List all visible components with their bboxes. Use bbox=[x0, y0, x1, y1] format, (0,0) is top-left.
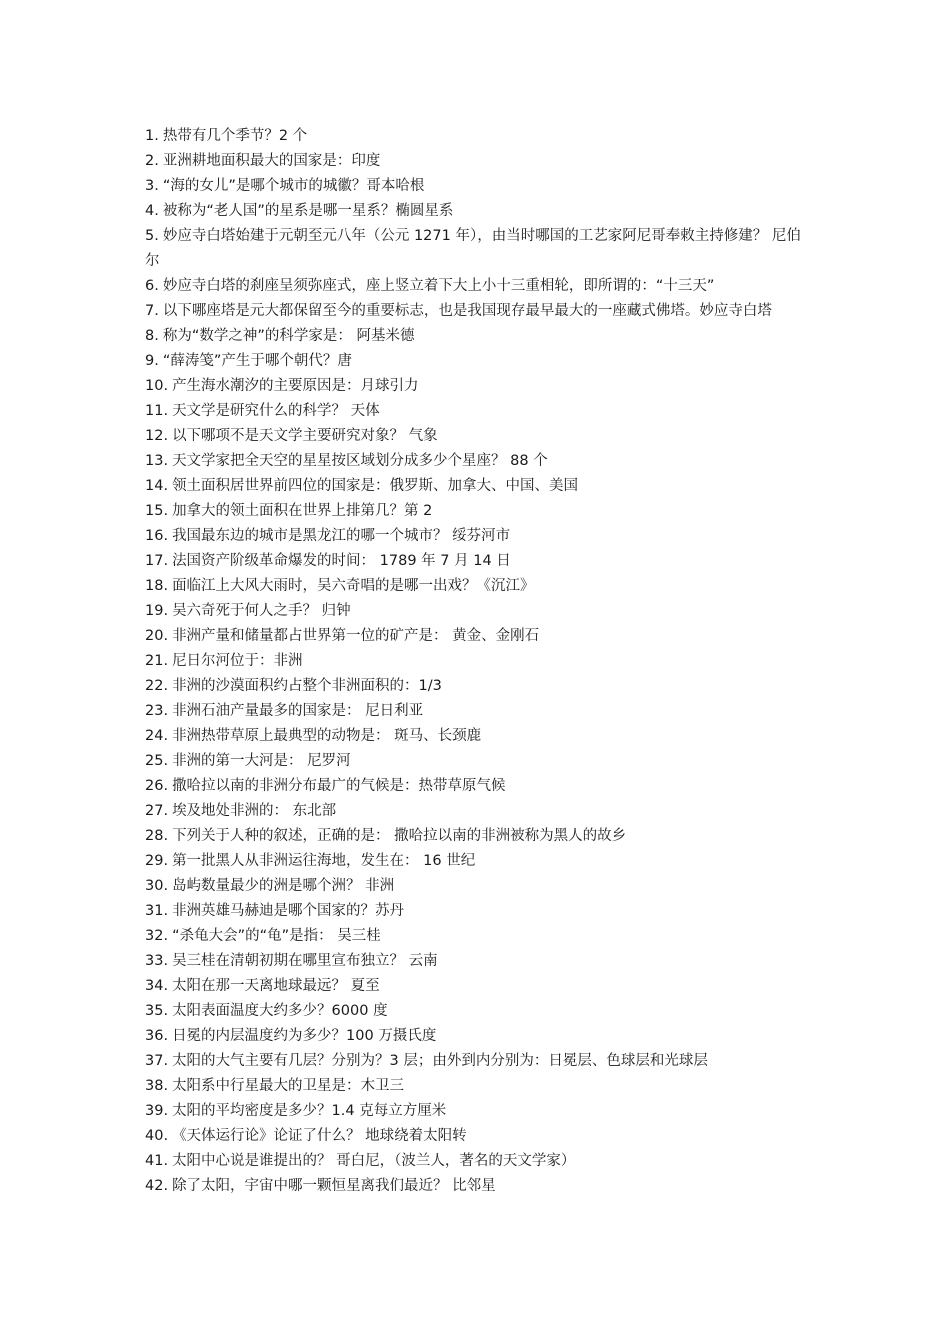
list-item bbox=[145, 499, 815, 524]
list-item bbox=[145, 999, 815, 1024]
item-number: 30. bbox=[145, 878, 169, 894]
item-number: 13. bbox=[145, 453, 169, 469]
item-text: “海的女儿”是哪个城市的城徽？哥本哈根 bbox=[162, 178, 425, 194]
list-item bbox=[145, 849, 815, 874]
list-item bbox=[145, 924, 815, 949]
list-item bbox=[145, 799, 815, 824]
list-item bbox=[145, 1049, 815, 1074]
item-number: 14. bbox=[145, 478, 169, 494]
item-number: 21. bbox=[145, 653, 169, 669]
item-text: 太阳中心说是谁提出的？ 哥白尼，（波兰人，著名的天文学家） bbox=[172, 1153, 576, 1169]
list-item bbox=[145, 1174, 815, 1199]
item-number: 9. bbox=[145, 353, 159, 369]
item-number: 1. bbox=[145, 128, 159, 144]
item-number: 11. bbox=[145, 403, 169, 419]
item-text: 埃及地处非洲的： 东北部 bbox=[172, 803, 337, 819]
item-number: 34. bbox=[145, 978, 169, 994]
item-number: 4. bbox=[145, 203, 159, 219]
item-number: 16. bbox=[145, 528, 169, 544]
item-text: 撒哈拉以南的非洲分布最广的气候是：热带草原气候 bbox=[172, 778, 506, 794]
item-number: 23. bbox=[145, 703, 169, 719]
item-number: 17. bbox=[145, 553, 169, 569]
list-item bbox=[145, 124, 815, 149]
item-number: 3. bbox=[145, 178, 159, 194]
item-number: 40. bbox=[145, 1128, 169, 1144]
item-text: 面临江上大风大雨时，吴六奇唱的是哪一出戏？《沉江》 bbox=[172, 578, 535, 594]
item-number: 33. bbox=[145, 953, 169, 969]
item-number: 10. bbox=[145, 378, 169, 394]
item-text: 太阳系中行星最大的卫星是：木卫三 bbox=[172, 1078, 405, 1094]
list-item bbox=[145, 699, 815, 724]
item-text: 妙应寺白塔的刹座呈须弥座式，座上竖立着下大上小十三重相轮，即所谓的：“十三天” bbox=[162, 278, 715, 294]
list-item bbox=[145, 349, 815, 374]
item-number: 6. bbox=[145, 278, 159, 294]
item-text: 领土面积居世界前四位的国家是：俄罗斯、加拿大、中国、美国 bbox=[172, 478, 579, 494]
list-item bbox=[145, 899, 815, 924]
item-text: 吴三桂在清朝初期在哪里宣布独立？ 云南 bbox=[172, 953, 438, 969]
item-number: 31. bbox=[145, 903, 169, 919]
item-number: 8. bbox=[145, 328, 159, 344]
item-text: 我国最东边的城市是黑龙江的哪一个城市？ 绥芬河市 bbox=[172, 528, 511, 544]
item-text: 亚洲耕地面积最大的国家是：印度 bbox=[162, 153, 381, 169]
item-text: “薛涛笺”产生于哪个朝代？唐 bbox=[162, 353, 352, 369]
item-number: 39. bbox=[145, 1103, 169, 1119]
item-text: 热带有几个季节？2 个 bbox=[162, 128, 308, 144]
list-item bbox=[145, 549, 815, 574]
list-item bbox=[145, 199, 815, 224]
list-item bbox=[145, 1149, 815, 1174]
item-number: 36. bbox=[145, 1028, 169, 1044]
list-item bbox=[145, 1099, 815, 1124]
item-number: 29. bbox=[145, 853, 169, 869]
item-text: 被称为“老人国”的星系是哪一星系？椭圆星系 bbox=[162, 203, 454, 219]
item-text: 尼日尔河位于：非洲 bbox=[172, 653, 303, 669]
list-item bbox=[145, 1124, 815, 1149]
item-text: 非洲产量和储量都占世界第一位的矿产是： 黄金、金刚石 bbox=[172, 628, 540, 644]
list-item bbox=[145, 674, 815, 699]
list-item bbox=[145, 874, 815, 899]
item-text: 太阳在那一天离地球最远？ 夏至 bbox=[172, 978, 380, 994]
item-number: 27. bbox=[145, 803, 169, 819]
list-item bbox=[145, 299, 815, 324]
item-number: 12. bbox=[145, 428, 169, 444]
list-item bbox=[145, 524, 815, 549]
list-item bbox=[145, 949, 815, 974]
item-text: 以下哪座塔是元大都保留至今的重要标志，也是我国现存最早最大的一座藏式佛塔。妙应寺白塔 bbox=[162, 303, 772, 319]
list-item bbox=[145, 374, 815, 399]
list-item bbox=[145, 449, 815, 474]
item-number: 28. bbox=[145, 828, 169, 844]
item-number: 22. bbox=[145, 678, 169, 694]
list-item bbox=[145, 324, 815, 349]
item-text: 加拿大的领土面积在世界上排第几？第 2 bbox=[172, 503, 433, 519]
item-text: 妙应寺白塔始建于元朝至元八年（公元 1271 年），由当时哪国的工艺家阿尼哥奉敕主持修建？ 尼伯尔 bbox=[145, 228, 801, 269]
item-number: 41. bbox=[145, 1153, 169, 1169]
list-item bbox=[145, 174, 815, 199]
item-text: 以下哪项不是天文学主要研究对象？ 气象 bbox=[172, 428, 438, 444]
item-number: 20. bbox=[145, 628, 169, 644]
item-number: 32. bbox=[145, 928, 169, 944]
item-text: 称为“数学之神”的科学家是： 阿基米德 bbox=[162, 328, 415, 344]
item-text: 法国资产阶级革命爆发的时间： 1789 年 7 月 14 日 bbox=[172, 553, 511, 569]
list-item bbox=[145, 774, 815, 799]
item-text: 岛屿数量最少的洲是哪个洲？ 非洲 bbox=[172, 878, 395, 894]
item-number: 24. bbox=[145, 728, 169, 744]
item-number: 2. bbox=[145, 153, 159, 169]
item-number: 37. bbox=[145, 1053, 169, 1069]
list-item bbox=[145, 399, 815, 424]
list-item bbox=[145, 749, 815, 774]
item-text: 非洲石油产量最多的国家是： 尼日利亚 bbox=[172, 703, 424, 719]
item-number: 26. bbox=[145, 778, 169, 794]
item-number: 19. bbox=[145, 603, 169, 619]
item-number: 5. bbox=[145, 228, 159, 244]
list-item bbox=[145, 1024, 815, 1049]
list-item bbox=[145, 724, 815, 749]
item-text: 非洲的沙漠面积约占整个非洲面积的：1/3 bbox=[172, 678, 442, 694]
item-text: 下列关于人种的叙述，正确的是： 撒哈拉以南的非洲被称为黑人的故乡 bbox=[172, 828, 627, 844]
list-item bbox=[145, 974, 815, 999]
item-text: 《天体运行论》论证了什么？ 地球绕着太阳转 bbox=[172, 1128, 467, 1144]
list-item bbox=[145, 149, 815, 174]
list-item bbox=[145, 224, 815, 274]
item-text: “杀龟大会”的“龟”是指： 吴三桂 bbox=[172, 928, 381, 944]
list-item bbox=[145, 274, 815, 299]
item-text: 非洲热带草原上最典型的动物是： 斑马、长颈鹿 bbox=[172, 728, 482, 744]
item-number: 7. bbox=[145, 303, 159, 319]
item-text: 第一批黑人从非洲运往海地，发生在： 16 世纪 bbox=[172, 853, 476, 869]
item-number: 35. bbox=[145, 1003, 169, 1019]
item-number: 15. bbox=[145, 503, 169, 519]
item-text: 非洲的第一大河是： 尼罗河 bbox=[172, 753, 351, 769]
item-number: 18. bbox=[145, 578, 169, 594]
item-text: 日冕的内层温度约为多少？100 万摄氏度 bbox=[172, 1028, 437, 1044]
list-item bbox=[145, 649, 815, 674]
item-text: 太阳的平均密度是多少？1.4 克每立方厘米 bbox=[172, 1103, 447, 1119]
list-item bbox=[145, 1074, 815, 1099]
item-number: 25. bbox=[145, 753, 169, 769]
list-item bbox=[145, 624, 815, 649]
item-text: 除了太阳，宇宙中哪一颗恒星离我们最近？ 比邻星 bbox=[172, 1178, 496, 1194]
list-item bbox=[145, 424, 815, 449]
item-number: 42. bbox=[145, 1178, 169, 1194]
list-item bbox=[145, 599, 815, 624]
item-text: 太阳表面温度大约多少？6000 度 bbox=[172, 1003, 388, 1019]
item-text: 非洲英雄马赫迪是哪个国家的？苏丹 bbox=[172, 903, 405, 919]
item-text: 天文学是研究什么的科学？ 天体 bbox=[172, 403, 380, 419]
item-text: 吴六奇死于何人之手？ 归钟 bbox=[172, 603, 351, 619]
qa-list bbox=[145, 124, 815, 1199]
list-item bbox=[145, 824, 815, 849]
item-text: 产生海水潮汐的主要原因是：月球引力 bbox=[172, 378, 419, 394]
item-text: 太阳的大气主要有几层？分别为？3 层；由外到内分别为：日冕层、色球层和光球层 bbox=[172, 1053, 708, 1069]
list-item bbox=[145, 574, 815, 599]
list-item bbox=[145, 474, 815, 499]
item-text: 天文学家把全天空的星星按区域划分成多少个星座？ 88 个 bbox=[172, 453, 548, 469]
item-number: 38. bbox=[145, 1078, 169, 1094]
